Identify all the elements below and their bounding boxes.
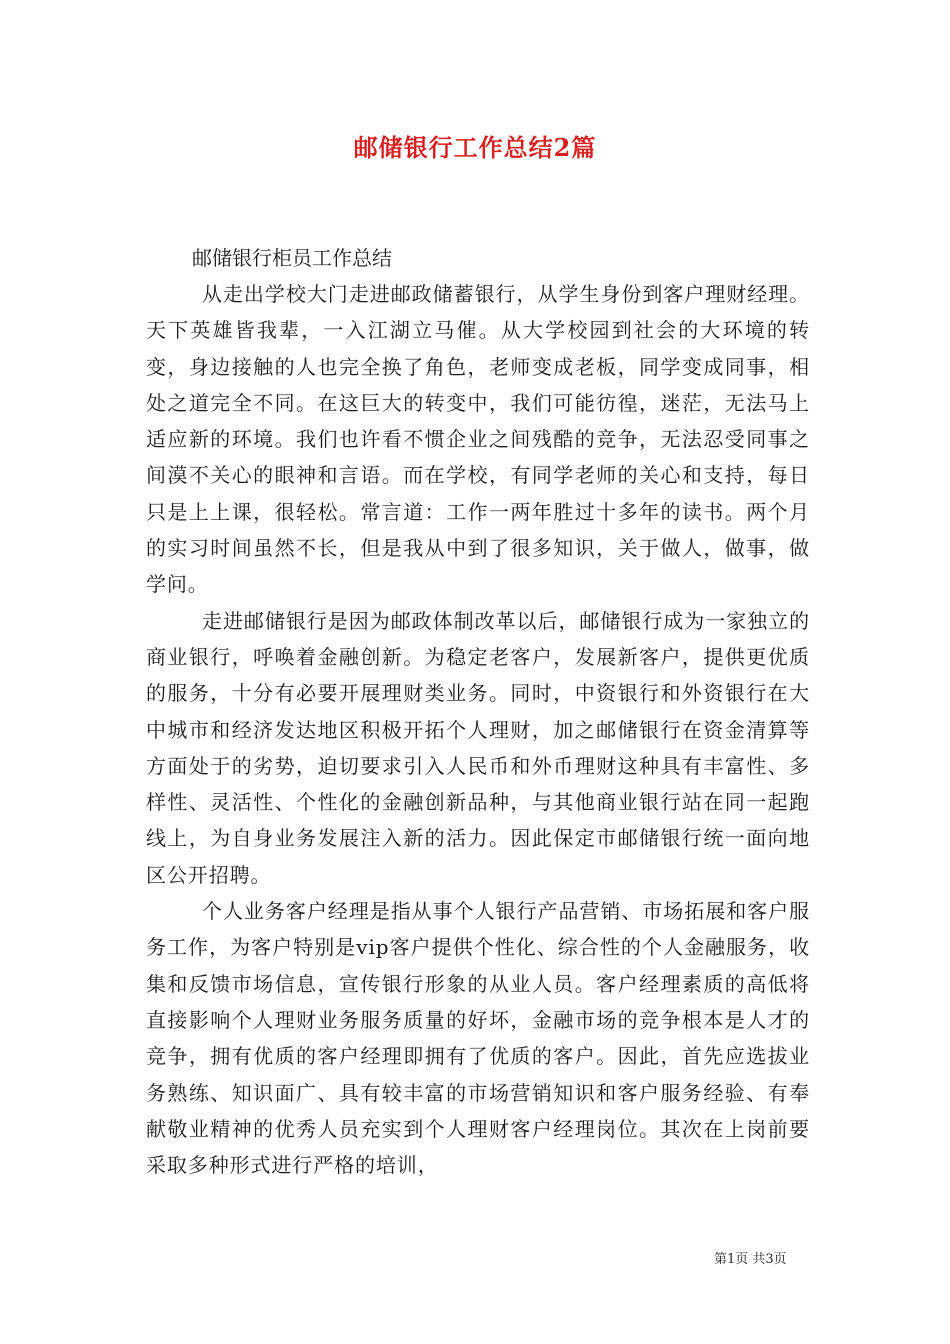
paragraph-3: 个人业务客户经理是指从事个人银行产品营销、市场拓展和客户服务工作，为客户特别是vip客户提供个性化、综合性的个人金融服务，收集和反馈市场信息，宣传银行形象的从业人员。客户经理素质的高低将直接影响个人理财业务服务质量的好坏，金融市场的竞争根本是人才的竞争，拥有优质的客户经理即拥有了优质的客户。因此，首先应选拔业务熟练、知识面广、具有较丰富的市场营销知识和客户服务经验、有奉献敬业精神的优秀人员充实到个人理财客户经理岗位。其次在上岗前要采取多种形式进行严格的培训，: [146, 899, 810, 1178]
paragraph-1: 从走出学校大门走进邮政储蓄银行，从学生身份到客户理财经理。天下英雄皆我辈，一入江湖立马催。从大学校园到社会的大环境的转变，身边接触的人也完全换了角色，老师变成老板，同学变成同事，相处之道完全不同。在这巨大的转变中，我们可能彷徨，迷茫，无法马上适应新的环境。我们也许看不惯企业之间残酷的竞争，无法忍受同事之间漠不关心的眼神和言语。而在学校，有同学老师的关心和支持，每日只是上上课，很轻松。常言道：工作一两年胜过十多年的读书。两个月的实习时间虽然不长，但是我从中到了很多知识，关于做人，做事，做学问。: [146, 282, 810, 597]
page-number-footer: 第1页 共3页: [714, 1252, 787, 1267]
paragraph-2: 走进邮储银行是因为邮政体制改革以后，邮储银行成为一家独立的商业银行，呼唤着金融创新。为稳定老客户，发展新客户，提供更优质的服务，十分有必要开展理财类业务。同时，中资银行和外资银行在大中城市和经济发达地区积极开拓个人理财，加之邮储银行在资金清算等方面处于的劣势，迫切要求引入人民币和外币理财这种具有丰富性、多样性、灵活性、个性化的金融创新品种，与其他商业银行站在同一起跑线上，为自身业务发展注入新的活力。因此保定市邮储银行统一面向地区公开招聘。: [146, 608, 810, 887]
document-title: 邮储银行工作总结2篇: [353, 133, 597, 162]
document-body: [146, 240, 810, 1183]
section-subtitle: 邮储银行柜员工作总结: [192, 246, 392, 270]
